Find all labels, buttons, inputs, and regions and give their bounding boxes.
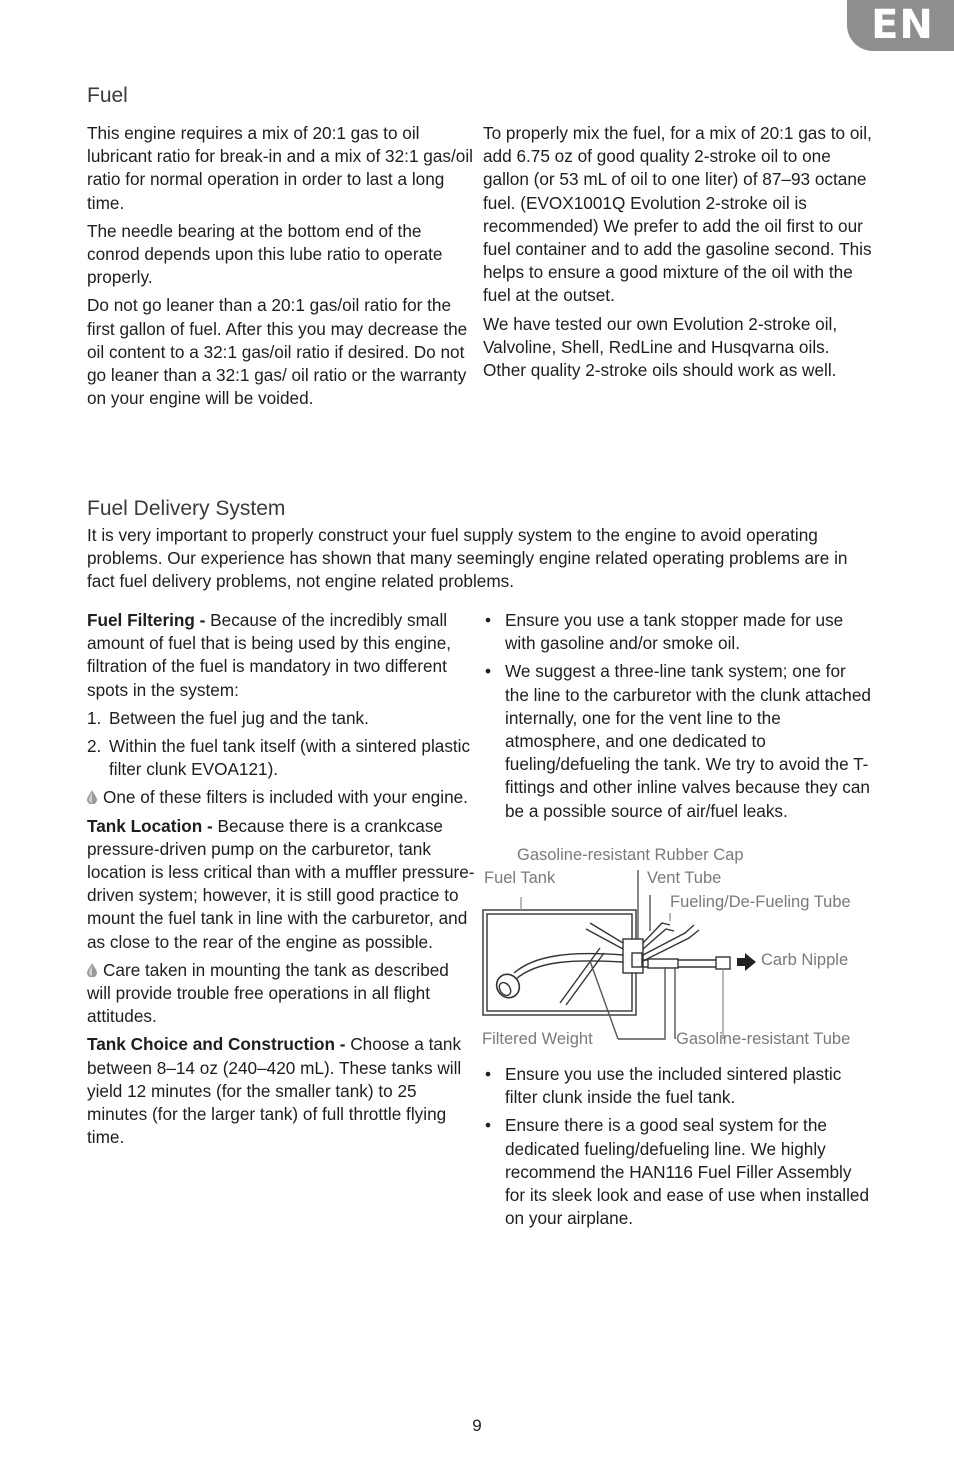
- bullet-text: Ensure there is a good seal system for the dedicated fueling/defueling line. We highly recommend the HAN116 Fuel Filler Assembly for its sleek look and ease of use when installed on your airplane.: [505, 1115, 870, 1229]
- list-item: [87, 735, 475, 781]
- fuel-paragraph: This engine requires a mix of 20:1 gas to oil lubricant ratio for break-in and a mix of 32:1 gas/oil ratio for normal operation in order to last a long time.: [87, 123, 473, 213]
- fuel-left-column: [87, 122, 477, 415]
- bullet-mark: •: [485, 1064, 492, 1084]
- tank-location-paragraph: [87, 815, 475, 954]
- fuel-right-column: [483, 122, 873, 387]
- label-fueling-tube: Fueling/De-Fueling Tube: [670, 893, 851, 911]
- tank-location-label: Tank Location -: [87, 815, 213, 836]
- fuel-paragraph: To properly mix the fuel, for a mix of 20:1 gas to oil, add 6.75 oz of good quality 2-stroke oil to one gallon (or 53 mL of oil to one liter) of 87–93 octane fuel. (EVOX1001Q Evolution 2-stroke oil is recommended) We prefer to add the oil first to our fuel container and to add the gasoline second. This helps to ensure a good mixture of the oil with the fuel at the outset.: [483, 123, 872, 306]
- bullet-mark: •: [485, 610, 492, 630]
- bullet-text: We suggest a three-line tank system; one for the line to the carburetor with the clunk attached internally, one for the vent line to the atmosphere, and one dedicated to fueling/defueling the tank. We try to avoid the T-fittings and other inline valves because they can be a possible source of air/fuel leaks.: [505, 661, 871, 821]
- language-tab: EN: [847, 0, 954, 51]
- bullet-item: [483, 609, 873, 655]
- label-resistant-tube: Gasoline-resistant Tube: [676, 1030, 851, 1048]
- list-item: [87, 707, 475, 730]
- tank-location-text: Because there is a crankcase pressure-driven pump on the carburetor, tank location is less critical than with a muffler pressure-driven system; however, it is still good practice to mount the fuel tank in line with the carburetor, and as close to the rear of the engine as possible.: [87, 815, 475, 952]
- note-paragraph: [87, 786, 475, 809]
- tank-choice-paragraph: [87, 1033, 475, 1149]
- label-fuel-tank: Fuel Tank: [484, 869, 556, 887]
- note-text: One of these filters is included with your engine.: [103, 787, 468, 808]
- bullet-item: [483, 1063, 873, 1109]
- note-text: Care taken in mounting the tank as described will provide trouble free operations in all flight attitudes.: [87, 959, 449, 1027]
- note-paragraph: [87, 959, 475, 1029]
- fuel-paragraph: The needle bearing at the bottom end of the conrod depends upon this lube ratio to operate properly.: [87, 220, 443, 288]
- delivery-right-bottom: [483, 1063, 873, 1235]
- fuel-drop-icon: [87, 790, 97, 804]
- tank-choice-text: Choose a tank between 8–14 oz (240–420 mL). These tanks will yield 12 minutes (for the smaller tank) to 25 minutes (for the larger tank) of full throttle flying time.: [87, 1034, 462, 1148]
- bullet-text: Ensure you use the included sintered plastic filter clunk inside the fuel tank.: [505, 1064, 842, 1108]
- page-number: 9: [472, 1416, 482, 1435]
- label-filtered-weight: Filtered Weight: [482, 1030, 593, 1048]
- bullet-text: Ensure you use a tank stopper made for use with gasoline and/or smoke oil.: [505, 610, 844, 654]
- fuel-filtering-label: Fuel Filtering -: [87, 610, 206, 630]
- label-carb-nipple: Carb Nipple: [761, 951, 849, 969]
- arrow-right-icon: [737, 953, 756, 971]
- delivery-left-column: [87, 609, 475, 1154]
- list-text: Between the fuel jug and the tank.: [109, 707, 369, 728]
- bullet-mark: •: [485, 661, 492, 682]
- fuel-tank-diagram: [480, 843, 875, 1058]
- list-text: Within the fuel tank itself (with a sintered plastic filter clunk EVOA121).: [109, 736, 471, 780]
- fuel-heading: Fuel: [87, 84, 128, 107]
- fuel-delivery-intro: It is very important to properly construct your fuel supply system to the engine to avoid operating problems. Our experience has shown that many seemingly engine related operating problems are in fact fuel delivery problems, not engine related problems.: [87, 525, 848, 592]
- bullet-item: [483, 1114, 873, 1230]
- fuel-drop-icon: [87, 963, 97, 977]
- fuel-paragraph: We have tested our own Evolution 2-stroke oil, Valvoline, Shell, RedLine and Husqvarna oils. Other quality 2-stroke oils should work as well.: [483, 313, 838, 381]
- list-number: 1.: [87, 707, 102, 728]
- bullet-item: [483, 660, 873, 822]
- delivery-right-top: [483, 609, 873, 828]
- fuel-paragraph: Do not go leaner than a 20:1 gas/oil ratio for the first gallon of fuel. After this you may decrease the oil content to a 32:1 gas/oil ratio if desired. Do not go leaner than a 32:1 gas/ oil ratio or the warranty on your engine will be voided.: [87, 295, 468, 409]
- label-vent-tube: Vent Tube: [647, 869, 722, 887]
- tank-choice-label: Tank Choice and Construction -: [87, 1034, 346, 1055]
- fuel-filtering-text: Because of the incredibly small amount of fuel that is being used by this engine, filtration of the fuel is mandatory in two different spots in the system:: [87, 610, 452, 700]
- bullet-mark: •: [485, 1115, 492, 1136]
- fuel-filtering-paragraph: [87, 609, 475, 702]
- fuel-delivery-heading: Fuel Delivery System: [87, 497, 286, 520]
- label-rubber-cap: Gasoline-resistant Rubber Cap: [517, 846, 744, 864]
- list-number: 2.: [87, 736, 102, 757]
